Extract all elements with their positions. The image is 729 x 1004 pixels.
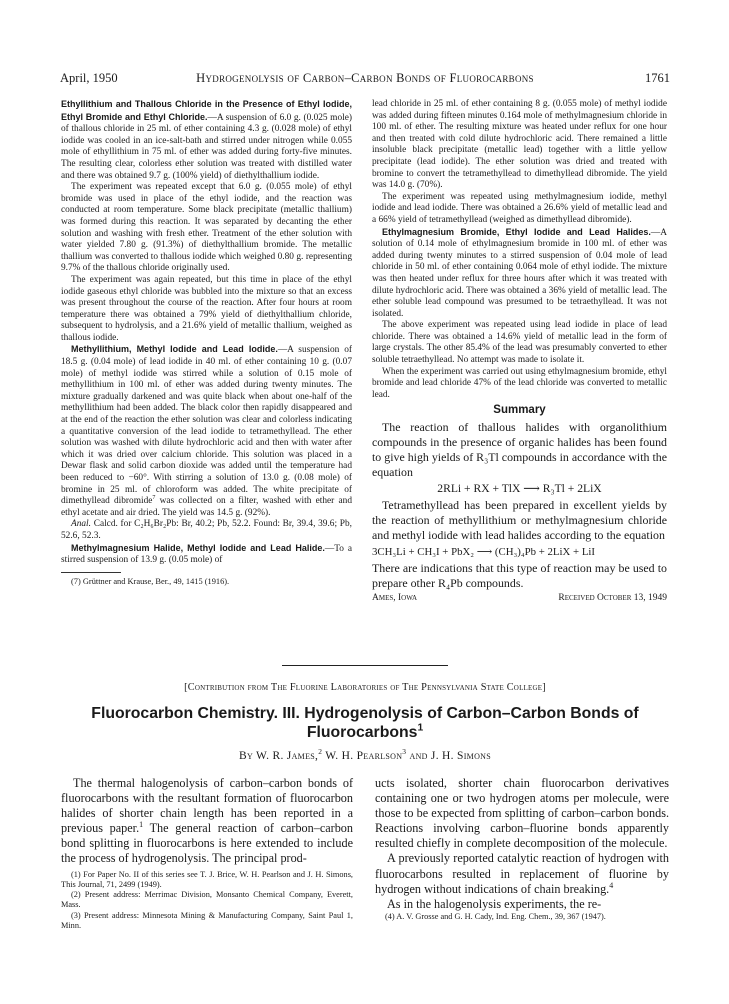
received-date: Received October 13, 1949 (558, 593, 667, 604)
article-title (60, 704, 670, 742)
running-title: Hydrogenolysis of Carbon–Carbon Bonds of Fluorocarbons (196, 71, 534, 85)
author-name: and J. H. Simons (406, 750, 491, 762)
paragraph-text: The general reaction of carbon–carbon bond splitting in fluorocarbons is here extended to include the process of hydrogenolysis. The principal prod- (61, 821, 353, 866)
footnote-ref: 2 (318, 747, 323, 757)
body-paragraph (61, 776, 353, 867)
article-title-text: Fluorocarbon Chemistry. III. Hydrogenolysis of Carbon–Carbon Bonds of Fluorocarbons (91, 705, 639, 741)
paragraph-text: The above experiment was repeated using lead iodide in place of lead chloride. There was obtained a 14.6% yield of metallic lead in the form of large crystals. The other 85.4% of the lead was presumably converted to ether soluble tetraethyllead. No attempt was made to isolate it. (372, 320, 667, 366)
paragraph-text: lead chloride in 25 ml. of ether containing 8 g. (0.055 mole) of methyl iodide was added during fifteen minutes 0.164 mole of methylmagnesium chloride in 100 ml. of ether. The resulting mixture was heated under reflux for one hour and then treated with cold dilute hydrochloric acid. There remained a little insoluble black precipitate (metallic lead) together with a little yellow precipitate (lead iodide). The ether solution was dried and treated with bromine to convert the tetramethyllead to dimethyllead dibromide. The yield was 14.0 g. (70%). (372, 99, 667, 191)
paragraph-text: The experiment was repeated using methylmagnesium iodide, methyl iodide and lead iodide. There was obtained a 26.6% yield of metallic lead and a 66% yield of tetramethyllead (weighed as dimethyllead dibromide). (372, 191, 667, 225)
paragraph-text: —A suspension of 6.0 g. (0.025 mole) of thallous chloride in 25 ml. of ether containing 4.3 g. (0.028 mole) of ethyl iodide was cooled in an ice-salt-bath and stirred under nitrogen while 0.055 mole of ethyllithium in 75 ml. of ether was added during forty-five minutes. The resulting clear, colorless ether solution was treated with distilled water and there was obtained 9.7 g. (100% yield) of diethylthallium iodide. (61, 112, 352, 181)
paragraph-text: was collected on a filter, washed with ether and ethyl acetate and air dried. The yield was 14.5 g. (92%). (61, 496, 352, 518)
body-paragraph: As in the halogenolysis experiments, the re- (387, 896, 602, 911)
analysis-line (61, 519, 352, 542)
footnote-3: (3) Present address: Minnesota Mining & Manufacturing Company, Saint Paul 1, Minn. (61, 910, 353, 931)
author-line (60, 747, 670, 762)
equation-thallium: 2RLi + RX + TlX ⟶ R₃Tl + 2LiX (437, 482, 602, 496)
footnote-1: (1) For Paper No. II of this series see T. J. Brice, W. H. Pearlson and J. H. Simons, This Journal, 71, 2499 (1949). (61, 869, 353, 889)
paragraph-text: The thermal halogenolysis of carbon–carbon bonds of fluorocarbons with the resultant formation of fluorocarbon halides of shorter chain length has been reported in a previous paper. (61, 776, 353, 836)
author-name: W. R. James, (256, 750, 319, 762)
summary-paragraph: The reaction of thallous halides with organolithium compounds in the presence of organic halides has been found to give high yields of R₃Tl compounds in accordance with the equation (372, 420, 667, 480)
paragraph-ethylmagnesium (372, 227, 667, 321)
footnote-ref: 4 (609, 880, 614, 890)
author-name: W. H. Pearlson (322, 750, 403, 762)
paragraph-text: —A solution of 0.14 mole of ethylmagnesium bromide in 100 ml. of ether was added during twenty minutes to a stirred suspension of 0.04 mole of lead chloride in 50 ml. of ether containing 0.064 mole of ethyl iodide. The mixture was then heated under reflux for three hours after which it was treated with dilute hydrochloric acid. There was obtained a 36% yield of metallic lead. The ether soluble lead compound was presumed to be tetraethyllead. It was not isolated. (372, 227, 667, 319)
body-paragraph (375, 851, 669, 896)
footnote-rule (61, 572, 121, 573)
analysis-text: Calcd. for C₂H₆Br₂Pb: Br, 40.2; Pb, 52.2. Found: Br, 39.4, 39.6; Pb, 52.6, 52.3. (61, 519, 352, 541)
paragraph-text: A previously reported catalytic reaction of hydrogen with fluorocarbons resulted in replacement of fluorine by hydrogen without indications of chain breaking. (375, 851, 669, 896)
footnote-7: (7) Grüttner and Krause, Ber., 49, 1415 (1916). (71, 576, 230, 586)
article-right-column (375, 776, 669, 922)
summary-heading: Summary (493, 404, 546, 417)
article-divider (282, 665, 448, 666)
page-header (60, 71, 670, 85)
paragraph-text: The experiment was repeated except that 6.0 g. (0.055 mole) of ethyl bromide was used in place of the ethyl iodide, and the reaction was conducted at room temperature. Some black precipitate (metallic thallium) was formed during this reaction. It was separated by decanting the ether solution and washing with fresh ether. Treatment of the ether solution with water yielded 7.80 g. (91.3%) of diethylthallium bromide. The metallic thallium was converted to thallous iodide which weighed 0.80 g. representing 9.7% of the thallous chloride originally used. (61, 182, 352, 274)
author-location: Ames, Iowa (372, 593, 418, 604)
footnote-2: (2) Present address: Merrimac Division, Monsanto Chemical Company, Everett, Mass. (61, 890, 353, 910)
footnote-ref: 1 (139, 820, 144, 830)
paragraph-text: When the experiment was carried out using ethylmagnesium bromide, ethyl bromide and lead chloride 47% of the lead chloride was converted to metallic lead. (372, 366, 667, 400)
right-column (372, 99, 667, 607)
footnote-ref: 3 (402, 747, 407, 757)
by-label: By (239, 750, 257, 762)
paragraph-text: —A suspension of 18.5 g. (0.04 mole) of lead iodide in 40 ml. of ether containing 10 g. (0.07 mole) of methyl iodide was stirred while a solution of 0.15 mole of methyllithium in 100 ml. of ether was added during twenty minutes. The mixture gradually darkened and was quite black when about one-half of the methyllithium had been added. The black color then rapidly disappeared and at the end of the reaction the ether solution was clear and colorless indicating a quantitative conversion of the lead iodide to tetramethyllead. The ether solution was washed with dilute hydrochloric acid and then with water after which it was dried over calcium chloride. This solution was placed in a Dewar flask and solid carbon dioxide was added until the temperature had been reduced to −60°. With stirring a solution of 13.0 g. (0.08 mole) of bromine in 25 ml. of chloroform was added. The white precipitate of dimethyllead dibromide (61, 345, 352, 507)
page-number: 1761 (645, 71, 670, 85)
equation-lead: 3CH₃Li + CH₃I + PbX₂ ⟶ (CH₃)₄Pb + 2LiX + LiI (372, 546, 596, 559)
signoff (372, 593, 667, 607)
body-paragraph: ucts isolated, shorter chain fluorocarbon derivatives containing one or two hydrogen atoms per molecule, were those to be expected from splitting of carbon–carbon bonds. Reactions involving carbon–fluorine bonds apparently resulted chiefly in complete decomposition of the molecule. (375, 776, 669, 851)
run-in-heading: Ethylmagnesium Bromide, Ethyl Iodide and Lead Halides. (382, 226, 651, 237)
footnote-ref: 1 (417, 722, 424, 734)
run-in-heading: Methylmagnesium Halide, Methyl Iodide and Lead Halide. (71, 542, 325, 553)
run-in-heading: Methyllithium, Methyl Iodide and Lead Iodide. (71, 344, 278, 355)
issue-date: April, 1950 (60, 71, 118, 85)
article-left-column (61, 776, 353, 931)
contribution-line: [Contribution from The Fluorine Laboratories of The Pennsylvania State College] (184, 682, 546, 693)
run-in-heading: Ethyllithium and Thallous Chloride in the Presence of Ethyl Iodide, Ethyl Bromide and Ethyl Chloride. (61, 99, 352, 122)
paragraph-ethyllithium (61, 99, 352, 182)
summary-paragraph: There are indications that this type of reaction may be used to prepare other R₄Pb compounds. (372, 561, 667, 591)
paragraph-text: —To a stirred suspension of 13.9 g. (0.05 mole) of (61, 543, 352, 566)
footnote-4: (4) A. V. Grosse and G. H. Cady, Ind. Eng. Chem., 39, 367 (1947). (385, 911, 606, 921)
paragraph-methylmagnesium (61, 543, 352, 567)
paragraph-text: The experiment was again repeated, but this time in place of the ethyl iodide gaseous ethyl chloride was bubbled into the mixture so that an excess was present throughout the course of the reaction. After four hours at room temperature there was obtained a 79% yield of diethylthallium chloride, subsequent to hydrolysis, and a 21.6% yield of metallic thallium, weighed as thallous iodide. (61, 274, 352, 343)
analysis-label: Anal. (71, 519, 91, 530)
footnote-ref: 7 (152, 495, 156, 502)
summary-paragraph: Tetramethyllead has been prepared in excellent yields by the reaction of methyllithium or methylmagnesium chloride and methyl iodide with lead halides according to the equation (372, 498, 667, 543)
paragraph-methyllithium (61, 344, 352, 519)
left-column (61, 99, 352, 587)
